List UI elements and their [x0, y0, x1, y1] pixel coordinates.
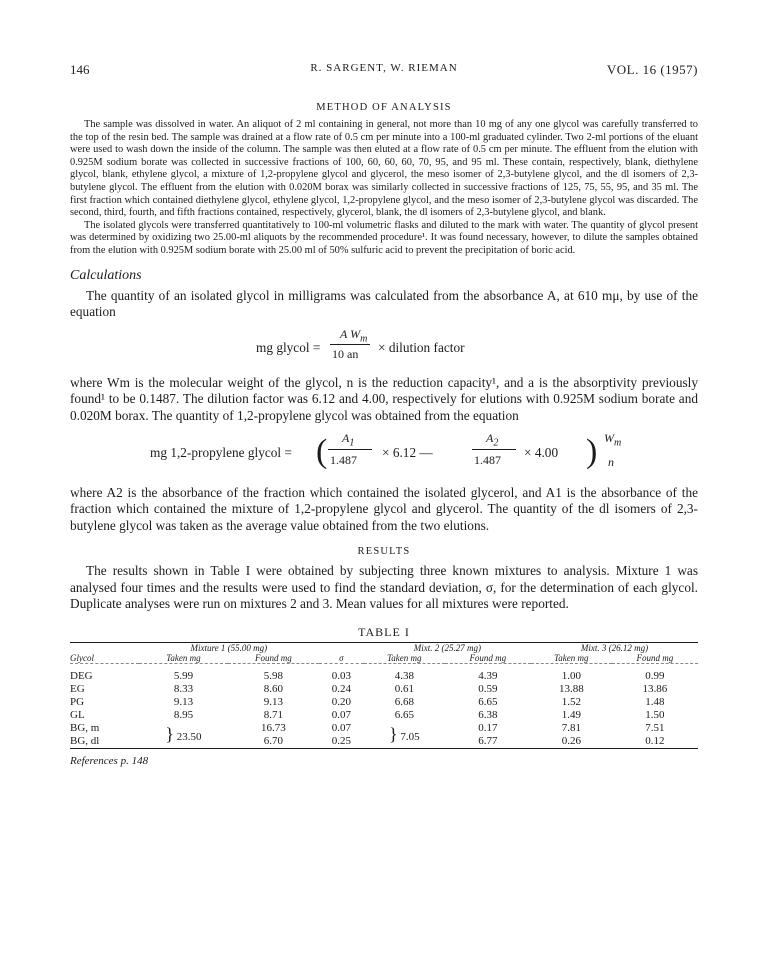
table-row: BG, m } 23.50 16.73 0.07 } 7.05 0.17 7.81 7.51	[70, 722, 698, 735]
table-caption: TABLE I	[358, 625, 410, 640]
eq1-denominator: 10 an	[332, 346, 359, 361]
method-paragraph-1: The sample was dissolved in water. An aliquot of 2 ml containing in general, not more than 10 mg of any one glycol was carefully transferred to the top of the resin bed. The sample was drained at a flow rate of 0.5 cm per minute into a 100-ml graduated cylinder. Two 2-ml portions of the eluant were used to wash down the inside of the column. The sample was then eluted at a flow rate of 0.5 cm per minute. The effluent from the elution with 0.925M sodium borate was collected in successive fractions of 100, 60, 60, 60, 70, 95, and 95 ml. These contain, respectively, blank, diethylene glycol, blank, ethylene glycol, a mixture of 1,2-propylene glycol and glycerol, the meso isomer of 2,3-butylene glycol, and the dl isomers of 2,3-butylene glycol. The effluent from the elution with 0.020M borax was similarly collected in successive fractions of 125, 75, 55, 95, and 35 ml. The first fraction which contained diethylene glycol, ethylene glycol, 1,2-propylene glycol, and the meso isomer of 2,3-butylene glycol was discarded. The second, third, fourth, and fifth fractions contained, respectively, glycerol, blank, the dl isomers of 2,3-butylene glycol, and blank.	[70, 119, 698, 219]
eq2-numerator-1: $A_1$	[342, 430, 355, 448]
table-row: EG 8.33 8.60 0.24 0.61 0.59 13.88 13.86	[70, 683, 668, 696]
bg-combined-taken-2: } 7.05	[388, 724, 420, 745]
eq2-denominator-2: 1.487	[474, 452, 501, 467]
running-authors: R. SARGENT, W. RIEMAN	[310, 62, 458, 74]
results-table	[70, 642, 698, 749]
eq2-fraction-bar-1	[328, 449, 372, 450]
calculations-paragraph-3: where A2 is the absorbance of the fraction which contained the isolated glycerol, and A1 is the absorbance of the fraction which contained the mixture of 1,2-propylene glycol and glycerol. The quantity of the dl isomers of 2,3-butylene glycol was taken as the average value obtained from the two elutions.	[70, 484, 698, 533]
eq2-denominator-1: 1.487	[330, 452, 357, 467]
col-found-3: Found mg	[636, 653, 674, 664]
eq2-n: n	[608, 454, 614, 469]
group-mixture-2: Mixt. 2 (25.27 mg)	[413, 643, 482, 654]
results-heading: RESULTS	[357, 546, 411, 558]
equation-propylene-glycol	[70, 429, 698, 479]
results-paragraph: The results shown in Table I were obtained by subjecting three known mixtures to analysis. Mixture 1 was analysed four times and the results were used to find the standard deviation, σ, for the determination of each glycol. Duplicate analyses were run on mixtures 2 and 3. Mean values for all mixtures were reported.	[70, 563, 698, 612]
group-mixture-3: Mixt. 3 (26.12 mg)	[580, 643, 649, 654]
group-mixture-1: Mixture 1 (55.00 mg)	[190, 643, 268, 654]
table-row: PG 9.13 9.13 0.20 6.68 6.65 1.52 1.48	[70, 696, 665, 709]
bg-combined-taken-1: } 23.50	[165, 724, 202, 745]
col-found-1: Found mg	[255, 653, 292, 664]
eq1-fraction-bar	[330, 344, 370, 345]
references-note: References p. 148	[70, 755, 149, 768]
calculations-paragraph-1: The quantity of an isolated glycol in milligrams was calculated from the absorbance A, at 610 mμ, by use of the equation	[70, 287, 698, 320]
eq1-numerator: A $W_m$	[340, 326, 368, 345]
eq2-factor-1: × 6.12 —	[382, 444, 433, 460]
page-number: 146	[70, 62, 90, 77]
table-group-header	[70, 643, 698, 654]
col-taken-2: Taken mg	[387, 653, 422, 664]
col-taken-1: Taken mg	[166, 653, 201, 664]
table-row: GL 8.95 8.71 0.07 6.65 6.38 1.49 1.50	[70, 709, 665, 722]
eq1-lhs: mg glycol =	[256, 339, 321, 355]
table-row: DEG 5.99 5.98 0.03 4.38 4.39 1.00 0.99	[70, 670, 665, 683]
running-header	[70, 62, 698, 82]
eq2-factor-2: × 4.00	[524, 444, 559, 460]
col-sigma: σ	[339, 653, 344, 664]
method-paragraph-2: The isolated glycols were transferred quantitatively to 100-ml volumetric flasks and diluted to the mark with water. The quantity of glycol present was determined by oxidizing two 25.00-ml aliquots by the recommended procedure¹. It was found necessary, however, to dilute the samples obtained from the elution with 0.925M sodium borate with 25.00 ml of 50% sulfuric acid to prevent the precipitation of boric acid.	[70, 219, 698, 256]
col-glycol: Glycol	[70, 653, 94, 664]
volume-info: VOL. 16 (1957)	[606, 62, 698, 77]
calculations-paragraph-2: where Wm is the molecular weight of the glycol, n is the reduction capacity¹, and a is the absorptivity previously found¹ to be 0.1487. The dilution factor was 6.12 and 4.00, respectively for elutions with 0.925M sodium borate and 0.020M borax. The quantity of 1,2-propylene glycol was obtained from the equation	[70, 374, 698, 423]
table-row: BG, dl 6.70 0.25 6.77 0.26 0.12	[70, 735, 665, 748]
eq2-right-paren: )	[586, 432, 598, 470]
table-subheader	[70, 653, 698, 664]
method-heading: METHOD OF ANALYSIS	[316, 102, 452, 113]
col-found-2: Found mg	[469, 653, 507, 664]
eq2-lhs: mg 1,2-propylene glycol =	[150, 444, 292, 460]
col-taken-3: Taken mg	[554, 653, 589, 664]
calculations-heading: Calculations	[70, 267, 142, 283]
paper-page	[70, 62, 698, 767]
eq1-rhs: × dilution factor	[378, 339, 465, 355]
eq2-fraction-bar-2	[472, 449, 516, 450]
equation-glycol	[70, 325, 698, 369]
eq2-numerator-2: $A_2$	[486, 430, 499, 448]
eq2-weight: $W_m$	[604, 430, 622, 448]
eq2-left-paren: (	[316, 432, 328, 470]
